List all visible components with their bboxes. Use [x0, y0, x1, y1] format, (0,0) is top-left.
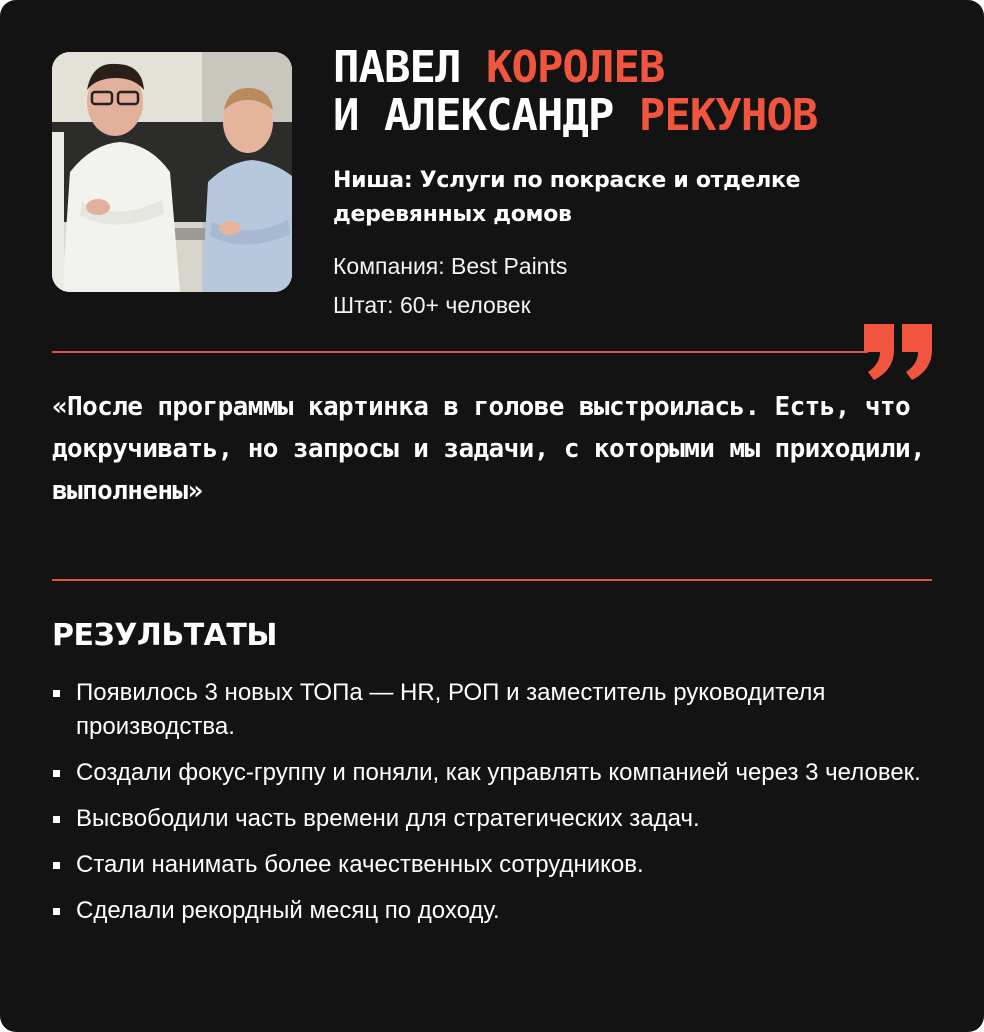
- name-line1-first: ПАВЕЛ: [333, 42, 461, 93]
- niche-text: Ниша: Услуги по покраске и отделке деревянных домов: [333, 168, 801, 227]
- results-title: РЕЗУЛЬТАТЫ: [52, 618, 277, 653]
- bottom-divider: [52, 579, 932, 581]
- bullet-icon: [53, 862, 60, 869]
- result-item: [52, 848, 942, 882]
- quote-icon: [862, 322, 934, 382]
- result-text: Стали нанимать более качественных сотрудников.: [76, 851, 644, 878]
- bullet-icon: [53, 816, 60, 823]
- name-line1-last: КОРОЛЕВ: [485, 42, 665, 93]
- result-item: [52, 894, 942, 928]
- name-line2-last: РЕКУНОВ: [638, 90, 818, 141]
- result-item: [52, 756, 942, 790]
- bullet-icon: [53, 690, 60, 697]
- founders-names: [333, 44, 817, 140]
- results-list: [52, 676, 942, 940]
- bullet-icon: [53, 770, 60, 777]
- bullet-icon: [53, 908, 60, 915]
- staff-text: Штат: 60+ человек: [333, 292, 531, 318]
- founders-photo: [52, 52, 292, 292]
- testimonial-quote: «После программы картинка в голове выстроилась. Есть, что докручивать, но запросы и задачи, с которыми мы приходили, выполнены»: [52, 392, 926, 506]
- company-text: Компания: Best Paints: [333, 253, 568, 279]
- result-text: Появилось 3 новых ТОПа — HR, РОП и заместитель руководителя производства.: [76, 679, 826, 740]
- top-divider: [52, 351, 868, 353]
- result-text: Создали фокус-группу и поняли, как управлять компанией через 3 человек.: [76, 759, 921, 786]
- result-text: Сделали рекордный месяц по доходу.: [76, 897, 500, 924]
- result-item: [52, 802, 942, 836]
- name-line2-first: И АЛЕКСАНДР: [333, 90, 614, 141]
- result-text: Высвободили часть времени для стратегических задач.: [76, 805, 700, 832]
- result-item: [52, 676, 942, 744]
